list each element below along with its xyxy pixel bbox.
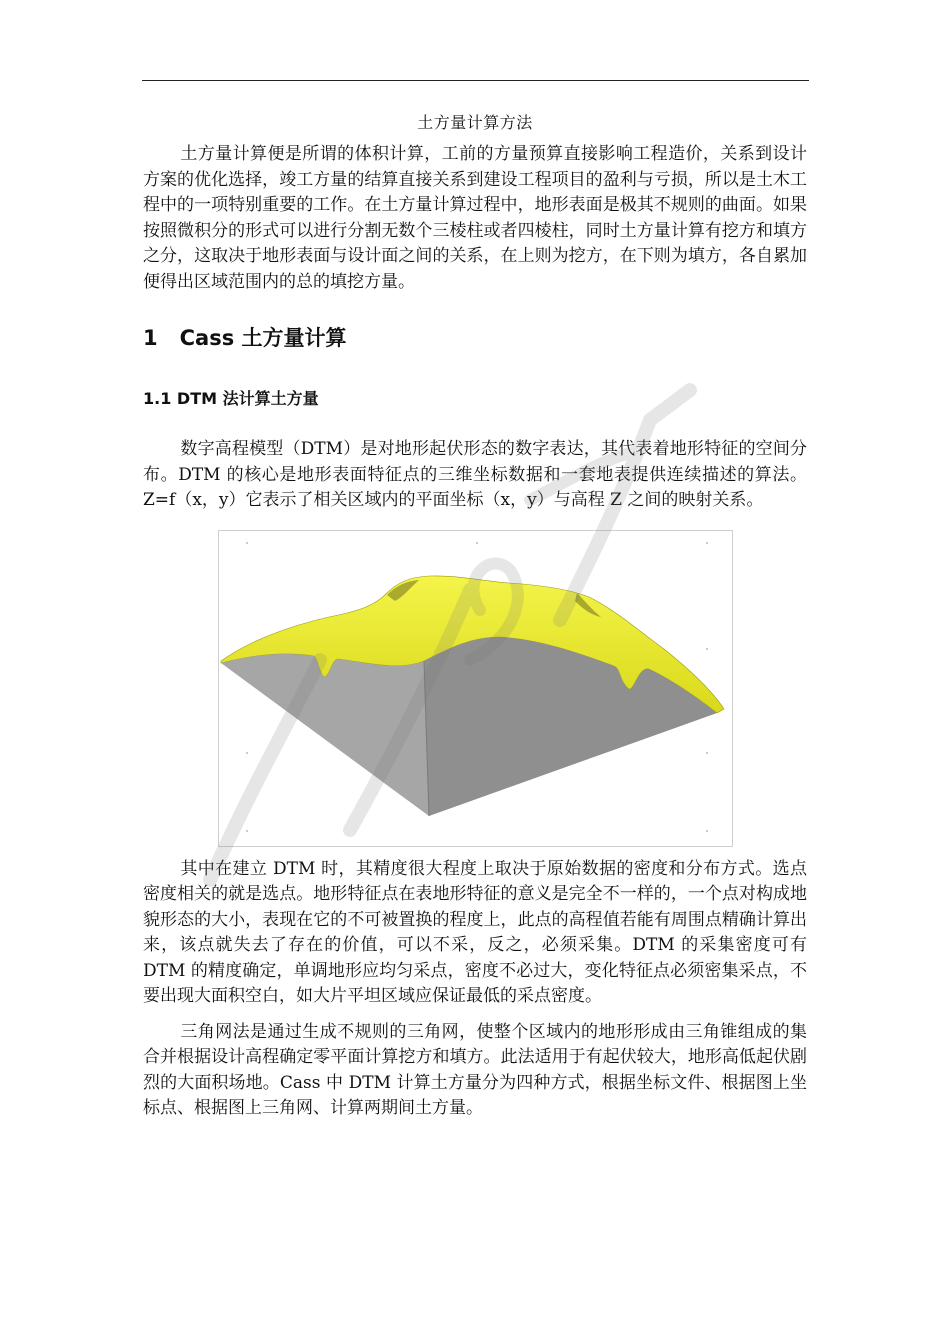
density-paragraph: 其中在建立 DTM 时，其精度很大程度上取决于原始数据的密度和分布方式。选点密度相关的就是选点。地形特征点在表地形特征的意义是完全不一样的，一个点对构成地貌形态的大小，表现在它的不可被置换的程度上，此点的高程值若能有周围点精确计算出来，该点就失去了存在的价值，可以不采，反之，必须采集。DTM 的采集密度可有 DTM 的精度确定，单调地形应均匀采点，密度不必过大，变化特征点必须密集采点，不要出现大面积空白，如大片平坦区域应保证最低的采点密度。 — [143, 858, 807, 1006]
section-heading-1 — [143, 323, 807, 353]
solid-left-face — [221, 653, 429, 815]
document-content — [143, 110, 807, 1122]
subsection-heading-1-1: 1.1 DTM 法计算土方量 — [143, 389, 319, 408]
document-title: 土方量计算方法 — [417, 113, 533, 132]
section-number: 1 — [143, 326, 158, 350]
tin-paragraph: 三角网法是通过生成不规则的三角网，使整个区域内的地形形成由三角锥组成的集合并根据设计高程确定零平面计算挖方和填方。此法适用于有起伏较大，地形高低起伏剧烈的大面积场地。Cass 中 DTM 计算土方量分为四种方式，根据坐标文件、根据图上坐标点、根据图上三角网、计算两期间土方量。 — [143, 1021, 807, 1118]
header-rule — [142, 80, 809, 81]
intro-paragraph: 土方量计算便是所谓的体积计算，工前的方量预算直接影响工程造价，关系到设计方案的优化选择，竣工方量的结算直接关系到建设工程项目的盈利与亏损，所以是土木工程中的一项特别重要的工作。在土方量计算过程中，地形表面是极其不规则的曲面。如果按照微积分的形式可以进行分割无数个三棱柱或者四棱柱，同时土方量计算有挖方和填方之分，这取决于地形表面与设计面之间的关系，在上则为挖方，在下则为填方，各自累加便得出区域范围内的总的填挖方量。 — [143, 144, 807, 292]
dtm-paragraph: 数字高程模型（DTM）是对地形起伏形态的数字表达，其代表着地形特征的空间分布。DTM 的核心是地形表面特征点的三维坐标数据和一套地表提供连续描述的算法。Z=f（x，y）它表示了相关区域内的平面坐标（x，y）与高程 Z 之间的映射关系。 — [143, 439, 807, 510]
section-title: Cass 土方量计算 — [179, 326, 347, 350]
dtm-terrain-figure — [218, 530, 733, 847]
terrain-3d-illustration — [219, 531, 732, 846]
